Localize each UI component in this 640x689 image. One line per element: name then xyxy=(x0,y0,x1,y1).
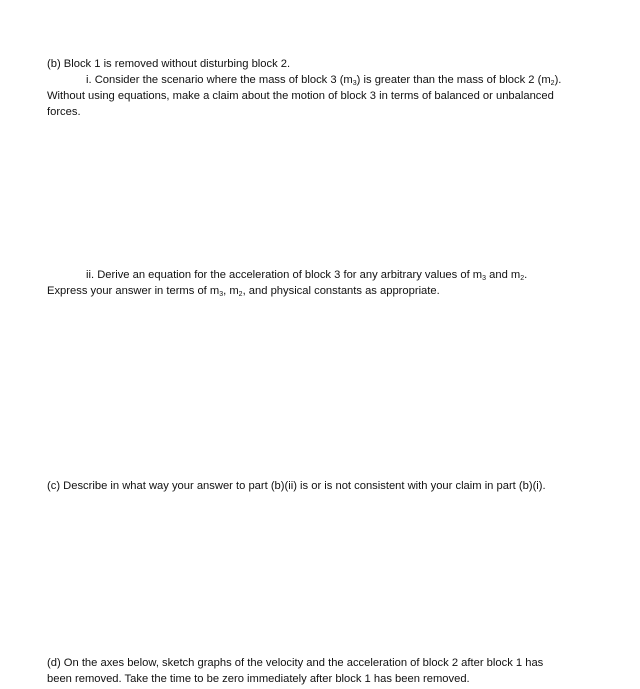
m2-subscript: 2 xyxy=(550,80,555,87)
m3-subscript: 3 xyxy=(482,275,487,282)
m2-subscript: 2 xyxy=(520,275,525,282)
part-b-ii-text-a: ii. Derive an equation for the acceleration of block 3 for any arbitrary values of m xyxy=(86,269,483,281)
part-d-line2: been removed. Take the time to be zero immediately after block 1 has been removed. xyxy=(47,673,470,685)
part-b-ii-text-d: Express your answer in terms of m xyxy=(47,285,220,297)
m3-subscript: 3 xyxy=(352,80,357,87)
part-b-ii-text-b: and m xyxy=(486,269,521,281)
part-b-ii-line2 xyxy=(47,283,440,299)
part-b-i-text-b: ) is greater than the mass of block 2 (m xyxy=(356,74,551,86)
part-b-heading: (b) Block 1 is removed without disturbing block 2. xyxy=(47,58,291,70)
part-b-i-text-c: ). xyxy=(554,74,562,86)
m3-subscript: 3 xyxy=(219,291,224,298)
m2-subscript: 2 xyxy=(238,291,243,298)
part-b-i-line1 xyxy=(86,72,561,88)
part-c-text: (c) Describe in what way your answer to part (b)(ii) is or is not consistent with your claim in part (b)(i). xyxy=(47,480,546,492)
part-b-i-line2: Without using equations, make a claim about the motion of block 3 in terms of balanced or unbalanced xyxy=(47,90,554,102)
part-b-i-text-a: i. Consider the scenario where the mass of block 3 (m xyxy=(86,74,353,86)
part-d-line1: (d) On the axes below, sketch graphs of the velocity and the acceleration of block 2 after block 1 has xyxy=(47,657,544,669)
part-b-ii-text-f: , and physical constants as appropriate. xyxy=(242,285,440,297)
part-b-ii-text-c: . xyxy=(524,269,528,281)
part-b-i-line3: forces. xyxy=(47,106,81,118)
part-b-ii-line1 xyxy=(86,267,527,283)
part-b-ii-text-e: , m xyxy=(223,285,239,297)
